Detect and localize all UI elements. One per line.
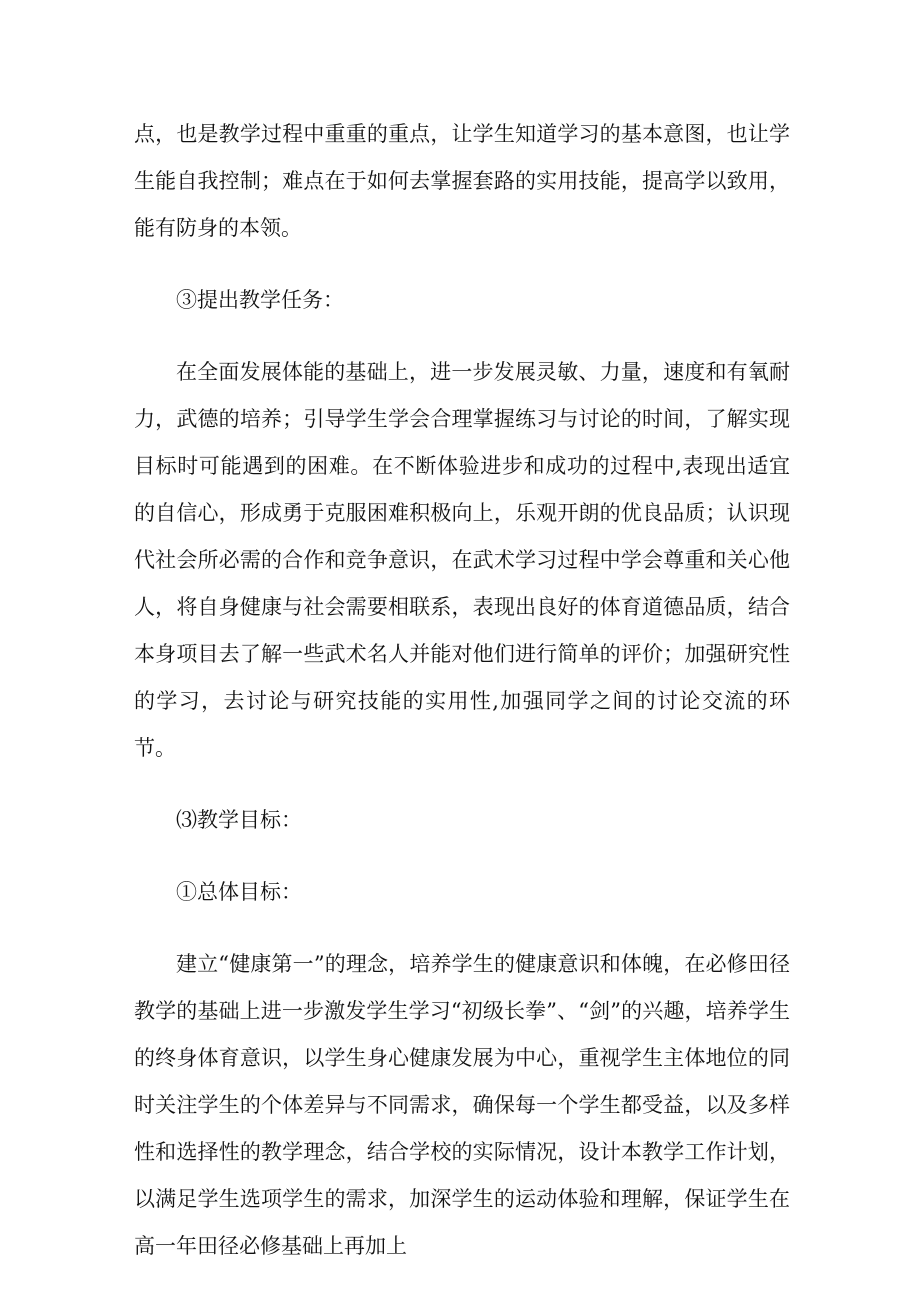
document-body	[134, 111, 790, 1270]
heading-teaching-tasks: ③提出教学任务：	[176, 288, 344, 312]
heading-teaching-objectives: ⑶教学目标：	[176, 808, 302, 832]
heading-overall-objectives: ①总体目标：	[176, 880, 302, 904]
paragraph-difficulty-points: 点，也是教学过程中重重的重点，让学生知道学习的基本意图，也让学生能自我控制；难点在于如何去掌握套路的实用技能，提高学以致用，能有防身的本领。	[134, 122, 790, 240]
paragraph-overall-objectives: 建立“健康第一”的理念，培养学生的健康意识和体魄，在必修田径教学的基础上进一步激发学生学习“初级长拳”、“剑”的兴趣，培养学生的终身体育意识，以学生身心健康发展为中心，重视学生主体地位的同时关注学生的个体差异与不同需求，确保每一个学生都受益，以及多样性和选择性的教学理念，结合学校的实际情况，设计本教学工作计划，以满足学生选项学生的需求，加深学生的运动体验和理解，保证学生在高一年田径必修基础上再加上	[134, 952, 790, 1258]
paragraph-teaching-tasks: 在全面发展体能的基础上，进一步发展灵敏、力量，速度和有氧耐力，武德的培养；引导学生学会合理掌握练习与讨论的时间，了解实现目标时可能遇到的困难。在不断体验进步和成功的过程中,表现出适宜的自信心，形成勇于克服困难积极向上，乐观开朗的优良品质；认识现代社会所必需的合作和竞争意识，在武术学习过程中学会尊重和关心他人，将自身健康与社会需要相联系，表现出良好的体育道德品质，结合本身项目去了解一些武术名人并能对他们进行简单的评价；加强研究性的学习，去讨论与研究技能的实用性,加强同学之间的讨论交流的环节。	[134, 360, 790, 760]
